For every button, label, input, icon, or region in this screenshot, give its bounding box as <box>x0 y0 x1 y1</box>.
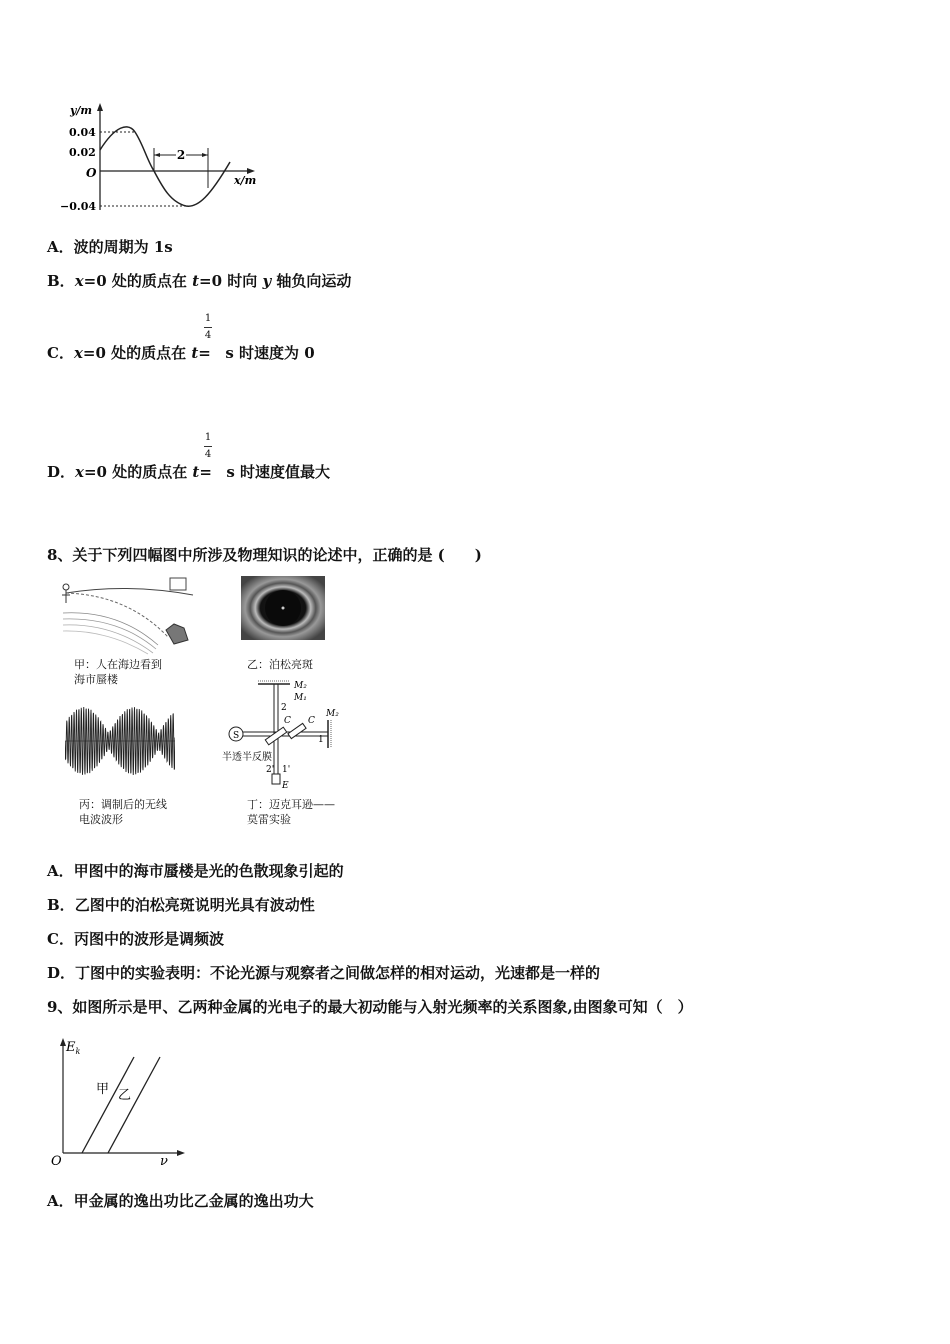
caption-yi: 乙：泊松亮斑 <box>247 658 313 671</box>
tick-0.04: 0.04 <box>69 126 96 139</box>
ray-1p-label: 1' <box>282 765 291 775</box>
q8-stem: 8、关于下列四幅图中所涉及物理知识的论述中，正确的是 ( ) <box>47 546 482 564</box>
wave-graph <box>60 98 270 218</box>
q8-option-d[interactable]: D．丁图中的实验表明：不论光源与观察者之间做怎样的相对运动，光速都是一样的 <box>47 964 601 982</box>
y-axis-label: y/m <box>70 104 93 117</box>
line-yi-label: 乙 <box>118 1088 132 1103</box>
source-label: S <box>233 731 240 741</box>
x-axis-label: x/m <box>234 174 257 187</box>
q7-c-numerator: 1 <box>204 313 212 324</box>
q7-c-fraction <box>201 313 215 342</box>
caption-ding: 丁：迈克耳逊—— 莫雷实验 <box>247 798 335 826</box>
poisson-spot-figure <box>241 576 325 640</box>
detector-label: E <box>282 781 289 791</box>
ray-2-label: 2 <box>281 703 287 713</box>
q8-option-c[interactable]: C．丙图中的波形是调频波 <box>47 930 224 948</box>
m2-top-label: M₂ <box>294 681 307 691</box>
m1-label: M₁ <box>294 693 307 703</box>
q8-option-a[interactable]: A．甲图中的海市蜃楼是光的色散现象引起的 <box>47 862 344 880</box>
tick-neg-0.04: −0.04 <box>60 200 97 213</box>
origin-label: O <box>86 166 97 180</box>
q7-option-a[interactable]: A．波的周期为 1s <box>47 238 173 256</box>
caption-bing: 丙：调制后的无线 电波波形 <box>79 798 167 826</box>
q9-stem: 9、如图所示是甲、乙两种金属的光电子的最大初动能与入射光频率的关系图象,由图象可知（ ） <box>47 998 693 1016</box>
modulated-wave-figure <box>65 705 175 777</box>
c2-label: C <box>308 716 315 726</box>
m2-right-label: M₂ <box>326 709 339 719</box>
q9-option-a[interactable]: A．甲金属的逸出功比乙金属的逸出功大 <box>47 1192 314 1210</box>
q7-option-d[interactable]: D．x=0 处的质点在 t= s 时速度值最大 <box>47 463 331 481</box>
caption-jia: 甲：人在海边看到 海市蜃楼 <box>74 658 162 686</box>
dimension-label: 2 <box>176 148 186 162</box>
ek-label: $E_k$ <box>66 1040 81 1056</box>
q8-option-b[interactable]: B．乙图中的泊松亮斑说明光具有波动性 <box>47 896 315 914</box>
ray-2p-label: 2' <box>266 765 275 775</box>
ray-1-label: 1 <box>318 735 324 745</box>
q7-option-b[interactable]: B．x=0 处的质点在 t=0 时向 y 轴负向运动 <box>47 272 352 290</box>
nu-label: ν <box>160 1154 168 1169</box>
tick-0.02: 0.02 <box>69 146 96 159</box>
q7-option-c[interactable]: C．x=0 处的质点在 t= s 时速度为 0 <box>47 344 315 362</box>
caption-half-mirror: 半透半反膜 <box>222 752 272 763</box>
michelson-figure <box>218 678 348 796</box>
photoelectric-graph <box>48 1035 188 1170</box>
q7-d-numerator: 1 <box>204 432 212 443</box>
q7-d-fraction <box>201 432 215 461</box>
q7-d-denominator: 4 <box>204 449 212 460</box>
line-jia-label: 甲 <box>96 1082 110 1097</box>
mirage-figure <box>58 575 198 655</box>
q7-c-denominator: 4 <box>204 330 212 341</box>
c1-label: C <box>284 716 291 726</box>
origin-label-q9: O <box>51 1154 62 1169</box>
